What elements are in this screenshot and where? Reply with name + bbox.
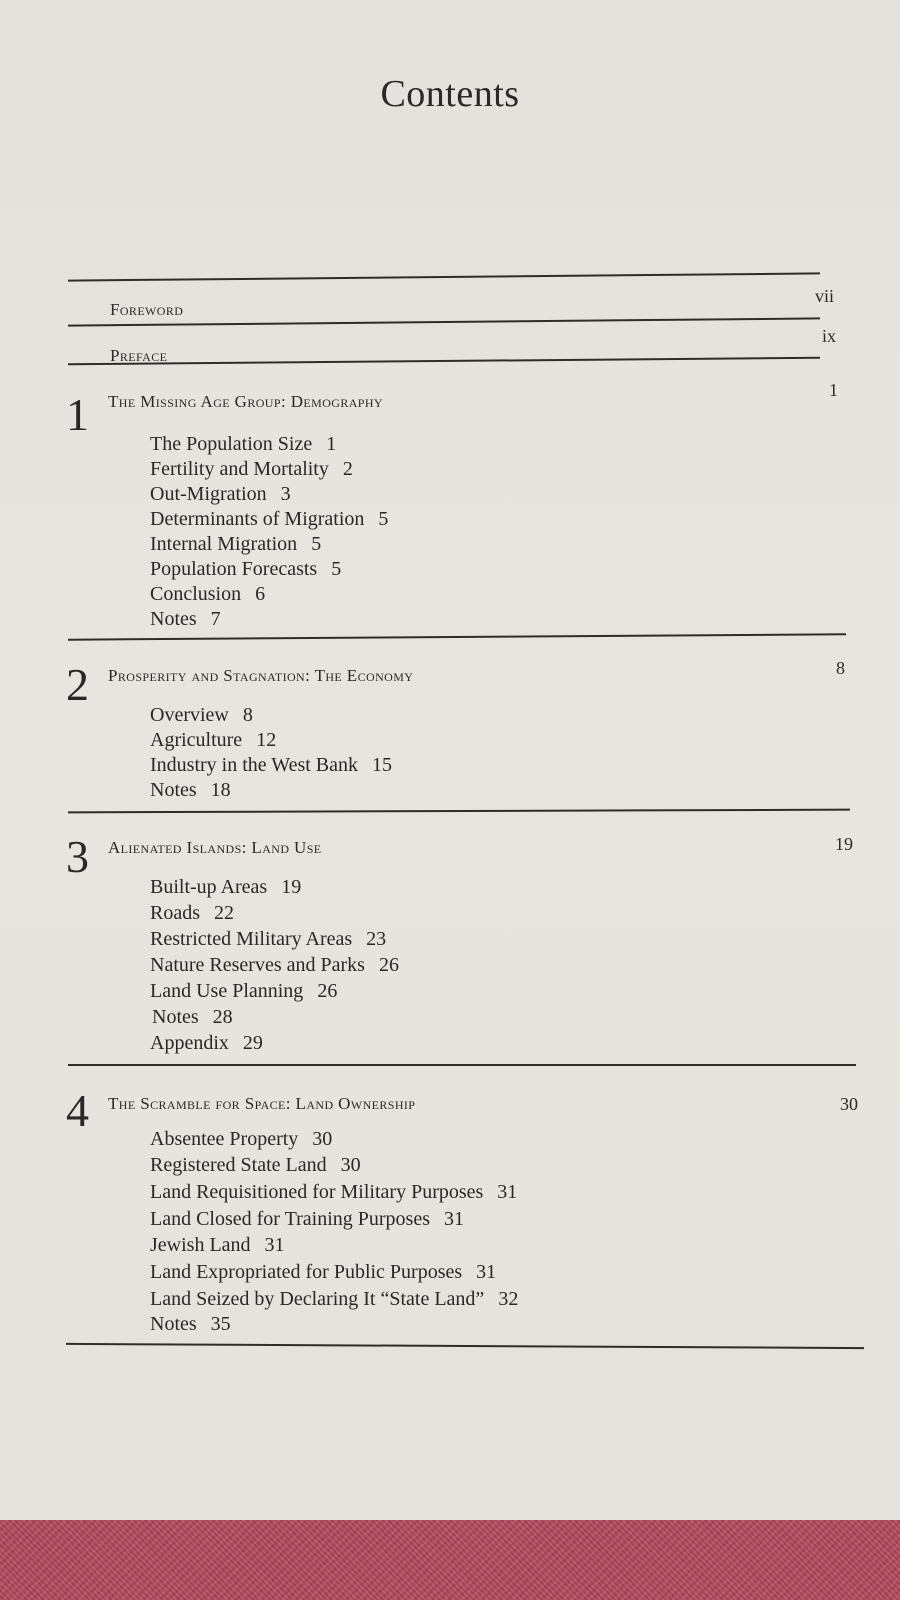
page-title: Contents — [380, 73, 520, 115]
chapter-number: 4 — [66, 1085, 89, 1136]
toc-entry — [150, 458, 353, 481]
toc-entry-page: 31 — [497, 1181, 518, 1203]
divider — [68, 809, 850, 813]
toc-entry — [150, 1181, 517, 1204]
toc-entry — [150, 754, 392, 777]
toc-entry-page: 31 — [264, 1234, 285, 1256]
toc-entry-label: Out-Migration — [150, 483, 267, 505]
toc-entry-label: Population Forecasts — [150, 558, 318, 580]
toc-entry-label: Land Seized by Declaring It “State Land” — [150, 1288, 485, 1310]
chapter-number: 1 — [66, 389, 89, 440]
toc-entry — [150, 1032, 263, 1055]
toc-entry — [150, 1234, 285, 1257]
toc-entry-page: 23 — [366, 928, 387, 950]
toc-entry — [150, 1288, 518, 1311]
toc-entry-label: Registered State Land — [150, 1154, 327, 1176]
toc-entry-page: 32 — [498, 1288, 519, 1310]
front-matter-foreword-page: vii — [814, 286, 834, 306]
toc-entry-label: Land Requisitioned for Military Purposes — [150, 1181, 484, 1203]
chapter-number: 3 — [66, 831, 89, 882]
toc-entry — [150, 508, 388, 531]
toc-entry-label: Land Expropriated for Public Purposes — [150, 1261, 463, 1283]
toc-entry — [150, 1261, 496, 1284]
toc-entry-page: 2 — [342, 458, 353, 480]
toc-entry — [150, 779, 231, 802]
toc-entry — [150, 954, 399, 977]
toc-entry-label: Agriculture — [150, 729, 243, 751]
toc-entry-label: Fertility and Mortality — [150, 458, 329, 480]
toc-entry-page: 30 — [312, 1128, 333, 1150]
toc-entry — [150, 433, 336, 456]
toc-entry-page: 8 — [242, 704, 253, 726]
toc-entry — [150, 608, 221, 631]
toc-entry — [150, 729, 276, 752]
toc-entry-label: Built-up Areas — [150, 876, 268, 898]
toc-entry — [150, 1128, 332, 1151]
toc-entry-label: Absentee Property — [150, 1128, 299, 1150]
tablecloth-background — [0, 1520, 900, 1600]
toc-entry-page: 26 — [378, 954, 399, 976]
toc-entry-page: 5 — [378, 508, 389, 530]
toc-entry-page: 15 — [372, 754, 392, 776]
toc-entry-label: Determinants of Migration — [150, 508, 365, 530]
toc-entry-label: Overview — [150, 704, 229, 726]
toc-entry-label: Notes — [150, 1313, 197, 1335]
toc-entry-label: Notes — [150, 608, 197, 630]
toc-entry-page: 7 — [210, 608, 221, 630]
toc-entry-label: Conclusion — [150, 583, 242, 605]
toc-entry-page: 31 — [476, 1261, 497, 1283]
front-matter-foreword: Foreword — [110, 300, 184, 319]
toc-entry-label: The Population Size — [150, 433, 313, 455]
toc-entry — [150, 1208, 464, 1231]
chapter-title: Alienated Islands: Land Use — [108, 838, 322, 857]
toc-entry-page: 26 — [317, 980, 338, 1002]
toc-entry — [150, 558, 341, 581]
chapter-page: 30 — [840, 1094, 858, 1114]
toc-entry — [150, 533, 321, 556]
toc-entry — [150, 704, 253, 727]
toc-entry-page: 6 — [255, 583, 266, 605]
toc-entry — [150, 928, 386, 951]
chapter-page: 1 — [829, 380, 838, 400]
toc-entry-label: Land Use Planning — [150, 980, 304, 1002]
chapter-title: Prosperity and Stagnation: The Economy — [108, 666, 414, 685]
chapter-page: 19 — [835, 834, 853, 854]
toc-entry-label: Jewish Land — [150, 1234, 251, 1256]
toc-entry — [150, 1313, 231, 1336]
toc-entry-label: Industry in the West Bank — [150, 754, 358, 776]
divider — [68, 357, 820, 365]
chapter-title: The Scramble for Space: Land Ownership — [108, 1094, 416, 1113]
toc-entry-page: 18 — [210, 779, 231, 801]
divider — [66, 1343, 864, 1349]
front-matter-preface-page: ix — [821, 326, 836, 346]
toc-entry — [152, 1006, 233, 1029]
divider — [68, 633, 846, 640]
toc-entry-label: Nature Reserves and Parks — [150, 954, 365, 976]
chapter-number: 2 — [66, 659, 89, 710]
toc-entry-page: 30 — [340, 1154, 361, 1176]
toc-entry-page: 35 — [210, 1313, 231, 1335]
toc-entry-page: 5 — [331, 558, 342, 580]
toc-entry-label: Appendix — [150, 1032, 229, 1054]
toc-entry-label: Restricted Military Areas — [150, 928, 353, 950]
toc-entry-page: 1 — [326, 433, 337, 455]
chapter-title: The Missing Age Group: Demography — [108, 392, 383, 411]
toc-entry — [150, 980, 337, 1003]
divider — [68, 272, 820, 281]
divider — [68, 1064, 856, 1066]
toc-entry-page: 31 — [444, 1208, 464, 1230]
toc-entry-label: Notes — [150, 779, 197, 801]
toc-entry — [150, 902, 234, 925]
toc-entry-page: 28 — [212, 1006, 233, 1028]
toc-entry — [150, 1154, 361, 1177]
toc-entry-page: 29 — [242, 1032, 263, 1054]
toc-entry-label: Roads — [150, 902, 200, 924]
toc-entry-page: 12 — [256, 729, 277, 751]
toc-entry — [150, 876, 301, 899]
front-matter-preface: Preface — [110, 346, 168, 365]
chapter-page: 8 — [836, 658, 845, 678]
toc-entry-page: 19 — [281, 876, 302, 898]
toc-entry — [150, 483, 291, 506]
toc-entry-label: Internal Migration — [150, 533, 298, 555]
toc-entry-page: 3 — [280, 483, 291, 505]
toc-entry-label: Land Closed for Training Purposes — [150, 1208, 430, 1230]
toc-entry-page: 22 — [214, 902, 234, 924]
toc-entry-page: 5 — [311, 533, 322, 555]
toc-entry — [150, 583, 265, 606]
toc-entry-label: Notes — [152, 1006, 199, 1028]
